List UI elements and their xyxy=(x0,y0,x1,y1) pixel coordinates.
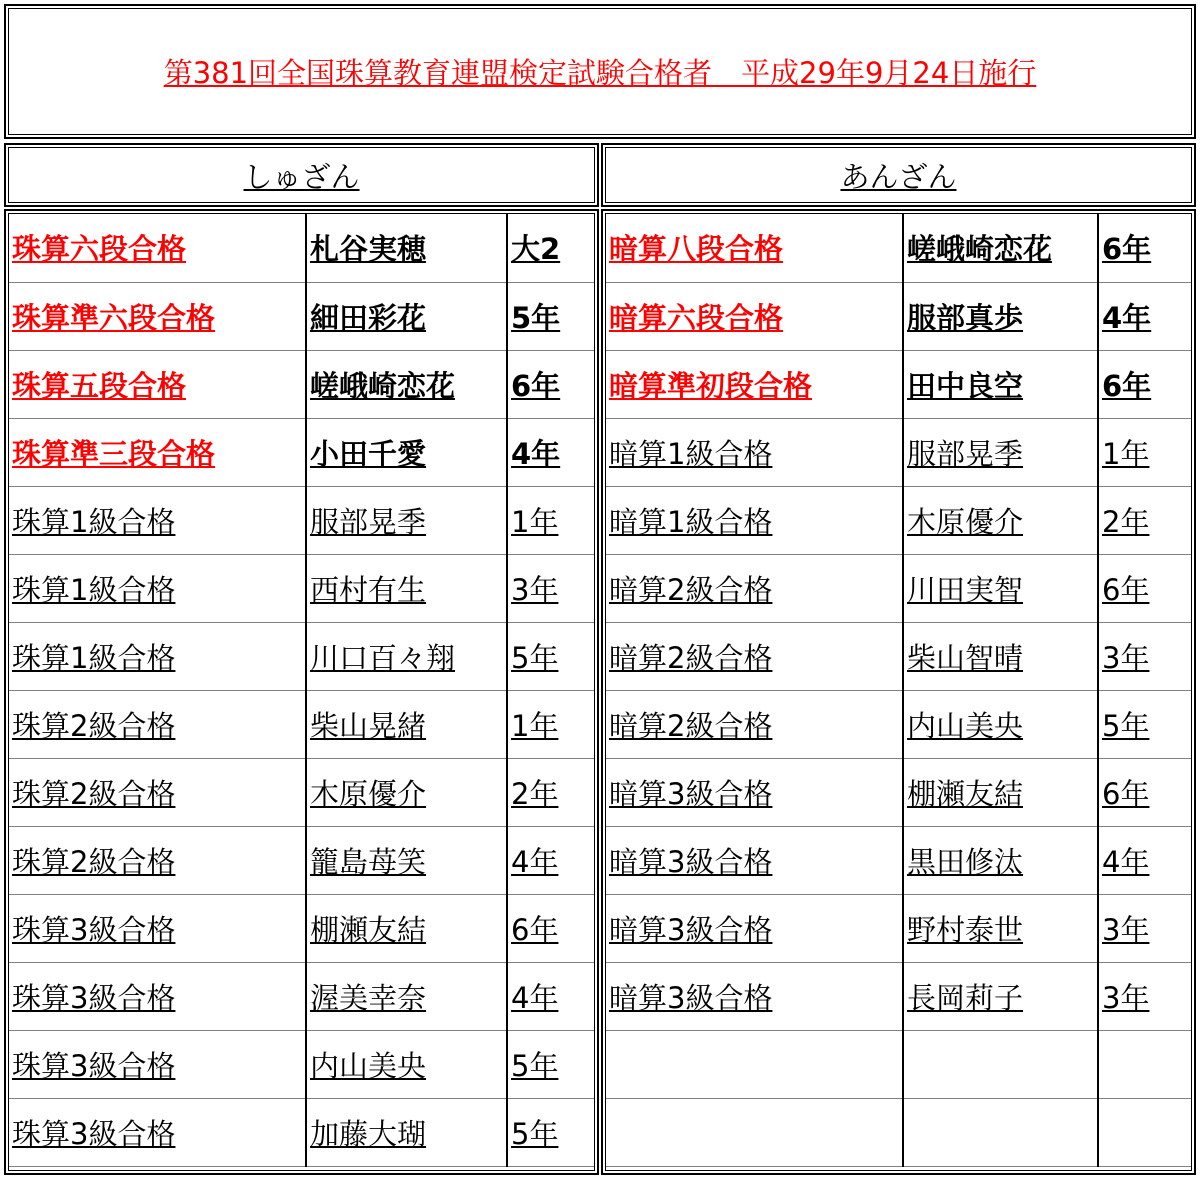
grade-link[interactable]: 珠算1級合格 xyxy=(12,572,176,607)
name-link[interactable]: 田中良空 xyxy=(907,368,1024,403)
grade-cell xyxy=(9,282,306,350)
year-link[interactable]: 大2 xyxy=(511,232,561,267)
result-row xyxy=(606,214,1192,282)
grade-cell xyxy=(606,826,903,894)
grade-link[interactable]: 珠算3級合格 xyxy=(12,980,176,1015)
year-cell xyxy=(1098,350,1192,418)
name-cell xyxy=(306,1030,507,1098)
year-link[interactable]: 1年 xyxy=(511,708,559,743)
year-cell xyxy=(507,554,595,622)
grade-link[interactable]: 珠算2級合格 xyxy=(12,708,176,743)
year-cell xyxy=(507,350,595,418)
grade-cell xyxy=(606,282,903,350)
year-link[interactable]: 3年 xyxy=(1102,980,1150,1015)
name-cell xyxy=(903,214,1098,282)
year-cell xyxy=(507,1098,595,1166)
name-link[interactable]: 西村有生 xyxy=(310,572,427,607)
result-row xyxy=(606,690,1192,758)
result-row xyxy=(9,418,595,486)
title-box xyxy=(4,4,1196,139)
grade-cell xyxy=(606,894,903,962)
year-cell xyxy=(507,282,595,350)
grade-cell xyxy=(9,486,306,554)
result-row xyxy=(9,826,595,894)
grade-cell xyxy=(9,214,306,282)
year-link[interactable]: 6年 xyxy=(1102,572,1150,607)
result-row xyxy=(9,350,595,418)
name-cell xyxy=(903,554,1098,622)
anzan-header-cell xyxy=(601,143,1196,207)
grade-link[interactable]: 暗算3級合格 xyxy=(609,844,773,879)
grade-cell xyxy=(606,214,903,282)
year-cell xyxy=(507,622,595,690)
result-row xyxy=(9,214,595,282)
grade-cell xyxy=(9,758,306,826)
name-link[interactable]: 嵯峨崎恋花 xyxy=(907,232,1053,267)
year-cell xyxy=(507,894,595,962)
year-cell xyxy=(1098,622,1192,690)
grade-cell xyxy=(9,418,306,486)
year-link[interactable]: 5年 xyxy=(511,1048,559,1083)
result-row xyxy=(9,962,595,1030)
name-link[interactable]: 渥美幸奈 xyxy=(310,980,427,1015)
year-cell xyxy=(1098,690,1192,758)
result-row xyxy=(606,826,1192,894)
year-cell xyxy=(1098,826,1192,894)
name-link[interactable]: 木原優介 xyxy=(310,776,427,811)
year-cell xyxy=(1098,282,1192,350)
year-link[interactable]: 4年 xyxy=(511,844,559,879)
year-link[interactable]: 4年 xyxy=(1102,300,1152,335)
grade-link[interactable]: 珠算準六段合格 xyxy=(12,300,216,335)
grade-link[interactable]: 暗算2級合格 xyxy=(609,708,773,743)
shuzan-results-table xyxy=(9,214,595,1167)
result-row xyxy=(9,622,595,690)
result-row xyxy=(606,1030,1192,1098)
result-row xyxy=(606,282,1192,350)
page-title[interactable]: 第381回全国珠算教育連盟検定試験合格者 平成29年9月24日施行 xyxy=(163,56,1037,90)
year-cell xyxy=(1098,758,1192,826)
name-cell xyxy=(903,418,1098,486)
grade-cell xyxy=(9,826,306,894)
result-row xyxy=(9,486,595,554)
year-link[interactable]: 6年 xyxy=(1102,368,1152,403)
year-link[interactable]: 6年 xyxy=(1102,232,1152,267)
grade-link[interactable]: 暗算1級合格 xyxy=(609,436,773,471)
grade-link[interactable]: 珠算1級合格 xyxy=(12,504,176,539)
year-cell xyxy=(1098,214,1192,282)
name-link[interactable]: 籠島苺笑 xyxy=(310,844,427,879)
name-cell xyxy=(306,418,507,486)
grade-cell xyxy=(9,350,306,418)
result-row xyxy=(606,554,1192,622)
grade-link[interactable]: 珠算五段合格 xyxy=(12,368,187,403)
name-cell xyxy=(903,962,1098,1030)
year-link[interactable]: 4年 xyxy=(1102,844,1150,879)
year-cell xyxy=(507,214,595,282)
grade-link[interactable]: 暗算3級合格 xyxy=(609,980,773,1015)
name-cell xyxy=(306,1098,507,1166)
anzan-header[interactable]: あんざん xyxy=(840,159,957,194)
year-cell xyxy=(1098,418,1192,486)
name-link[interactable]: 服部真歩 xyxy=(907,300,1024,335)
grade-link[interactable]: 暗算八段合格 xyxy=(609,232,784,267)
name-cell xyxy=(903,622,1098,690)
result-row xyxy=(606,418,1192,486)
grade-cell xyxy=(606,758,903,826)
year-cell xyxy=(507,486,595,554)
name-cell xyxy=(903,486,1098,554)
result-row xyxy=(606,350,1192,418)
grade-cell xyxy=(606,418,903,486)
year-link[interactable]: 2年 xyxy=(1102,504,1150,539)
year-link[interactable]: 4年 xyxy=(511,980,559,1015)
grade-cell xyxy=(9,554,306,622)
year-cell xyxy=(1098,1098,1192,1166)
name-link[interactable]: 棚瀬友結 xyxy=(907,776,1024,811)
year-cell xyxy=(507,826,595,894)
name-link[interactable]: 服部晃季 xyxy=(907,436,1024,471)
result-row xyxy=(9,894,595,962)
name-link[interactable]: 棚瀬友結 xyxy=(310,912,427,947)
shuzan-header-cell xyxy=(4,143,599,207)
grade-link[interactable]: 珠算2級合格 xyxy=(12,776,176,811)
name-link[interactable]: 小田千愛 xyxy=(310,436,427,471)
result-row xyxy=(606,1098,1192,1166)
grade-cell xyxy=(606,350,903,418)
result-row xyxy=(9,1030,595,1098)
grade-link[interactable]: 暗算六段合格 xyxy=(609,300,784,335)
year-link[interactable]: 4年 xyxy=(511,436,561,471)
grade-link[interactable]: 珠算1級合格 xyxy=(12,640,176,675)
name-cell xyxy=(903,1098,1098,1166)
year-cell xyxy=(507,1030,595,1098)
name-cell xyxy=(903,690,1098,758)
grade-link[interactable]: 暗算2級合格 xyxy=(609,572,773,607)
year-link[interactable]: 1年 xyxy=(511,504,559,539)
name-cell xyxy=(903,350,1098,418)
name-cell xyxy=(903,282,1098,350)
name-link[interactable]: 川田実智 xyxy=(907,572,1024,607)
grade-cell xyxy=(606,622,903,690)
year-cell xyxy=(1098,554,1192,622)
name-link[interactable]: 加藤大瑚 xyxy=(310,1116,427,1151)
grade-link[interactable]: 珠算準三段合格 xyxy=(12,436,216,471)
name-cell xyxy=(306,282,507,350)
grade-link[interactable]: 暗算準初段合格 xyxy=(609,368,813,403)
year-link[interactable]: 5年 xyxy=(1102,708,1150,743)
grade-cell xyxy=(9,690,306,758)
name-cell xyxy=(306,962,507,1030)
name-link[interactable]: 内山美央 xyxy=(310,1048,427,1083)
grade-cell xyxy=(606,554,903,622)
name-cell xyxy=(903,758,1098,826)
grade-cell xyxy=(9,622,306,690)
grade-link[interactable]: 暗算3級合格 xyxy=(609,912,773,947)
year-link[interactable]: 6年 xyxy=(1102,776,1150,811)
year-link[interactable]: 6年 xyxy=(511,368,561,403)
year-cell xyxy=(507,418,595,486)
year-cell xyxy=(1098,894,1192,962)
grade-cell xyxy=(9,894,306,962)
name-link[interactable]: 服部晃季 xyxy=(310,504,427,539)
grade-cell xyxy=(606,962,903,1030)
name-cell xyxy=(306,214,507,282)
grade-cell xyxy=(606,486,903,554)
year-link[interactable]: 1年 xyxy=(1102,436,1150,471)
name-link[interactable]: 柴山晃緒 xyxy=(310,708,427,743)
year-link[interactable]: 3年 xyxy=(511,572,559,607)
anzan-results-table xyxy=(606,214,1192,1167)
result-row xyxy=(606,758,1192,826)
year-link[interactable]: 5年 xyxy=(511,640,559,675)
grade-link[interactable]: 珠算3級合格 xyxy=(12,912,176,947)
year-cell xyxy=(507,962,595,1030)
name-cell xyxy=(306,486,507,554)
grade-cell xyxy=(9,962,306,1030)
year-link[interactable]: 5年 xyxy=(511,1116,559,1151)
year-cell xyxy=(1098,962,1192,1030)
result-row xyxy=(9,282,595,350)
name-cell xyxy=(903,1030,1098,1098)
result-row xyxy=(9,758,595,826)
name-link[interactable]: 野村泰世 xyxy=(907,912,1024,947)
year-cell xyxy=(507,690,595,758)
shuzan-results-box xyxy=(4,209,599,1175)
year-link[interactable]: 3年 xyxy=(1102,640,1150,675)
year-cell xyxy=(507,758,595,826)
name-cell xyxy=(903,894,1098,962)
name-link[interactable]: 嵯峨崎恋花 xyxy=(310,368,456,403)
name-link[interactable]: 川口百々翔 xyxy=(310,640,456,675)
name-cell xyxy=(306,690,507,758)
name-cell xyxy=(306,894,507,962)
result-row xyxy=(606,486,1192,554)
year-cell xyxy=(1098,486,1192,554)
name-link[interactable]: 木原優介 xyxy=(907,504,1024,539)
name-link[interactable]: 細田彩花 xyxy=(310,300,427,335)
result-row xyxy=(9,690,595,758)
shuzan-header[interactable]: しゅざん xyxy=(243,159,360,194)
grade-link[interactable]: 珠算2級合格 xyxy=(12,844,176,879)
year-link[interactable]: 6年 xyxy=(511,912,559,947)
anzan-results-box xyxy=(601,209,1196,1175)
grade-cell xyxy=(606,1030,903,1098)
name-link[interactable]: 札谷実穂 xyxy=(310,232,427,267)
result-row xyxy=(606,962,1192,1030)
name-link[interactable]: 長岡莉子 xyxy=(907,980,1024,1015)
year-link[interactable]: 2年 xyxy=(511,776,559,811)
grade-cell xyxy=(9,1030,306,1098)
grade-link[interactable]: 珠算3級合格 xyxy=(12,1048,176,1083)
year-link[interactable]: 5年 xyxy=(511,300,561,335)
name-cell xyxy=(306,554,507,622)
name-link[interactable]: 内山美央 xyxy=(907,708,1024,743)
name-cell xyxy=(306,622,507,690)
name-cell xyxy=(903,826,1098,894)
result-row xyxy=(9,554,595,622)
grade-link[interactable]: 暗算2級合格 xyxy=(609,640,773,675)
grade-link[interactable]: 珠算3級合格 xyxy=(12,1116,176,1151)
grade-cell xyxy=(606,1098,903,1166)
name-cell xyxy=(306,758,507,826)
grade-link[interactable]: 暗算3級合格 xyxy=(609,776,773,811)
grade-link[interactable]: 珠算六段合格 xyxy=(12,232,187,267)
name-link[interactable]: 黒田修汰 xyxy=(907,844,1024,879)
name-link[interactable]: 柴山智晴 xyxy=(907,640,1024,675)
result-row xyxy=(606,622,1192,690)
name-cell xyxy=(306,350,507,418)
result-row xyxy=(606,894,1192,962)
name-cell xyxy=(306,826,507,894)
result-row xyxy=(9,1098,595,1166)
grade-cell xyxy=(9,1098,306,1166)
grade-link[interactable]: 暗算1級合格 xyxy=(609,504,773,539)
year-link[interactable]: 3年 xyxy=(1102,912,1150,947)
grade-cell xyxy=(606,690,903,758)
year-cell xyxy=(1098,1030,1192,1098)
